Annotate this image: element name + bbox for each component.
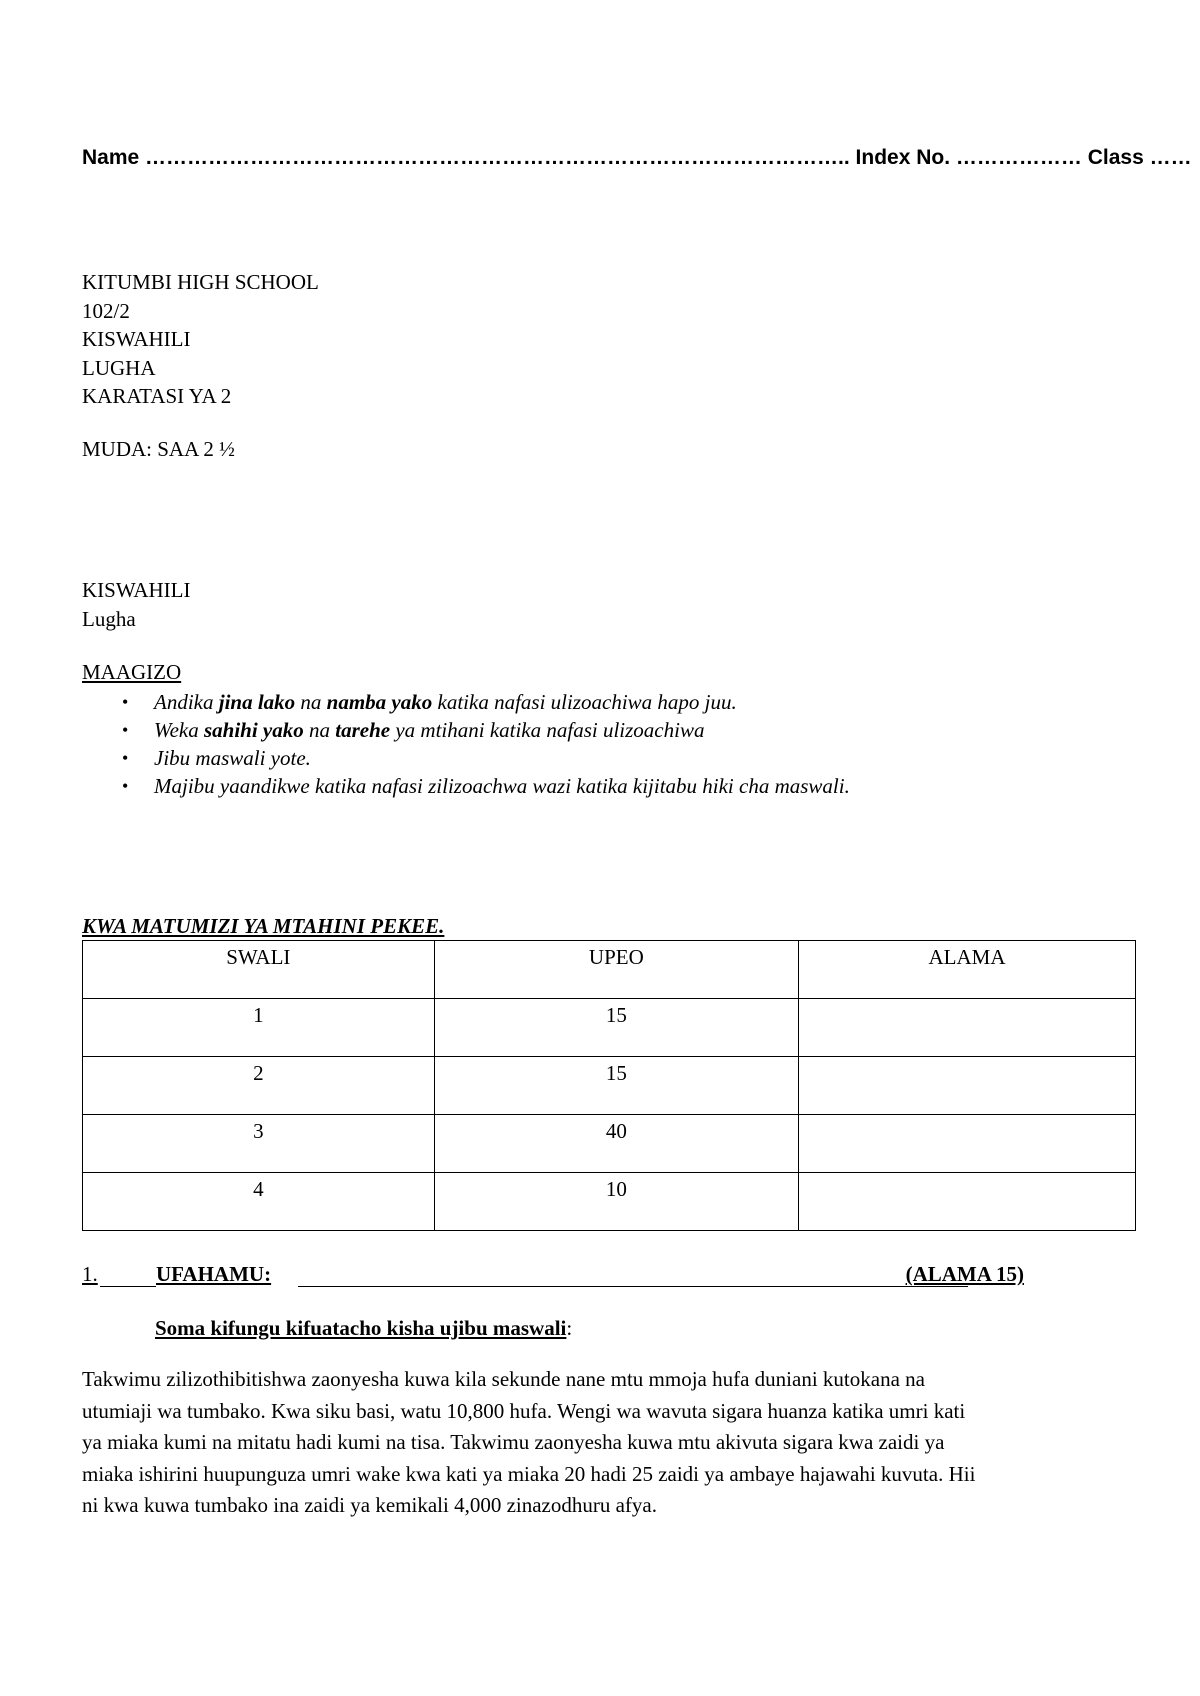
instruction-text: na — [303, 718, 336, 742]
paper-number: KARATASI YA 2 — [82, 384, 232, 408]
table-header-row — [83, 941, 1136, 999]
max-marks-cell: 15 — [434, 1057, 798, 1115]
instruction-text: Weka — [154, 718, 204, 742]
column-header-upeo: UPEO — [434, 941, 798, 999]
table-row — [83, 1057, 1136, 1115]
paper-name-repeat: Lugha — [82, 606, 136, 631]
score-cell[interactable] — [799, 999, 1136, 1057]
score-cell[interactable] — [799, 1173, 1136, 1231]
paper-name: LUGHA — [82, 355, 156, 380]
instruction-item — [118, 772, 850, 800]
score-cell[interactable] — [799, 1115, 1136, 1173]
instruction-emphasis: jina lako — [218, 690, 296, 714]
question-number-cell: 4 — [83, 1173, 435, 1231]
question-number-cell: 1 — [83, 999, 435, 1057]
question-number-cell: 3 — [83, 1115, 435, 1173]
reading-instruction-text: Soma kifungu kifuatacho kisha ujibu maswali — [155, 1316, 567, 1340]
max-marks-cell: 40 — [434, 1115, 798, 1173]
instruction-text: ya mtihani katika nafasi ulizoachiwa — [390, 718, 705, 742]
instruction-text: na — [295, 690, 327, 714]
table-row — [83, 1115, 1136, 1173]
instruction-text: Majibu yaandikwe katika nafasi zilizoachwa wazi katika kijitabu hiki cha maswali. — [154, 774, 850, 798]
reading-instruction-colon: : — [566, 1316, 573, 1340]
examiner-score-table — [82, 940, 1136, 1231]
bullet-icon: • — [122, 776, 129, 796]
student-details-line: Name ……………………………………………………………………………………….. Index No. ……………… Class …… — [82, 146, 1192, 169]
bullet-icon: • — [122, 720, 129, 740]
instructions-list — [118, 688, 850, 800]
instruction-item — [118, 744, 850, 772]
reading-instruction — [155, 1316, 572, 1341]
section-marks: (ALAMA 15) — [905, 1262, 1024, 1286]
bullet-icon: • — [122, 692, 129, 712]
question-number-cell: 2 — [83, 1057, 435, 1115]
instruction-emphasis: tarehe — [335, 718, 391, 742]
passage-line: Takwimu zilizothibitishwa zaonyesha kuwa kila sekunde nane mtu mmoja hufa duniani kutokana na — [82, 1367, 925, 1391]
subject-block — [82, 576, 190, 633]
instruction-emphasis: namba yako — [326, 690, 433, 714]
bullet-icon: • — [122, 748, 129, 768]
subject-name: KISWAHILI — [82, 327, 191, 351]
instructions-title: MAAGIZO — [82, 660, 182, 684]
instruction-text: Andika — [154, 690, 219, 714]
max-marks-cell: 10 — [434, 1173, 798, 1231]
school-name: KITUMBI HIGH SCHOOL — [82, 270, 319, 294]
passage-line: ya miaka kumi na mitatu hadi kumi na tisa. Takwimu zaonyesha kuwa mtu akivuta sigara kwa zaidi ya — [82, 1430, 945, 1455]
passage-line: ni kwa kuwa tumbako ina zaidi ya kemikali 4,000 zinazodhuru afya. — [82, 1493, 657, 1518]
instruction-item — [118, 688, 850, 716]
examiner-table-title: KWA MATUMIZI YA MTAHINI PEKEE. — [82, 914, 445, 938]
passage-line: utumiaji wa tumbako. Kwa siku basi, watu 10,800 hufa. Wengi wa wavuta sigara huanza katika umri kati — [82, 1398, 966, 1423]
column-header-swali: SWALI — [83, 941, 435, 999]
comprehension-passage — [82, 1364, 1138, 1522]
section-1-heading — [82, 1262, 1024, 1292]
paper-code: 102/2 — [82, 298, 130, 323]
instruction-emphasis: sahihi yako — [203, 718, 304, 742]
exam-header — [82, 268, 319, 411]
heading-underline-gap — [100, 1262, 156, 1287]
section-number: 1. — [82, 1262, 98, 1286]
instruction-text: Jibu maswali yote. — [154, 746, 311, 770]
subject-name-repeat: KISWAHILI — [82, 578, 191, 602]
score-cell[interactable] — [799, 1057, 1136, 1115]
column-header-alama: ALAMA — [799, 941, 1136, 999]
section-title: UFAHAMU: — [156, 1262, 272, 1286]
heading-underline-rule — [298, 1262, 968, 1287]
max-marks-cell: 15 — [434, 999, 798, 1057]
instruction-text: katika nafasi ulizoachiwa hapo juu. — [432, 690, 737, 714]
exam-duration: MUDA: SAA 2 ½ — [82, 437, 235, 461]
table-row — [83, 1173, 1136, 1231]
passage-line: miaka ishirini huupunguza umri wake kwa kati ya miaka 20 hadi 25 zaidi ya ambaye hajawahi kuvuta. Hii — [82, 1461, 976, 1486]
instruction-item — [118, 716, 850, 744]
table-row — [83, 999, 1136, 1057]
